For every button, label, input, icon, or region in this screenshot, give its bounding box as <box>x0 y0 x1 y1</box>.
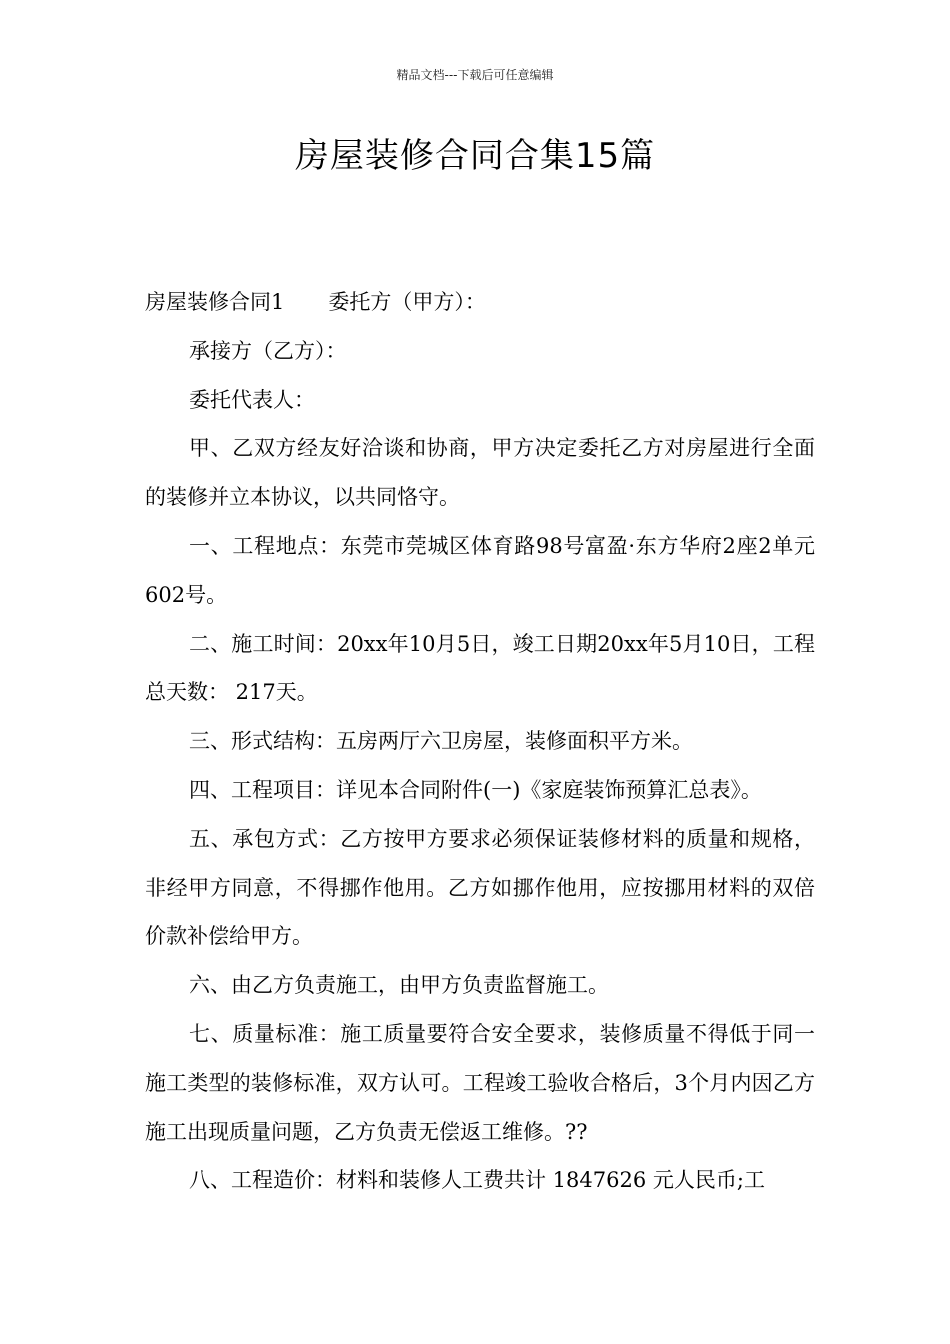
paragraph-contractor: 承接方（乙方）： <box>189 338 347 363</box>
paragraph-clause-6: 六、由乙方负责施工，由甲方负责监督施工。 <box>189 973 609 998</box>
paragraph-clause-7: 七、质量标准：施工质量要符合安全要求，装修质量不得低于同一施工类型的装修标准，双方认可。工程竣工验收合格后，3个月内因乙方施工出现质量问题，乙方负责无偿返工维修。?? <box>145 1021 815 1144</box>
paragraph-clause-5: 五、承包方式：乙方按甲方要求必须保证装修材料的质量和规格，非经甲方同意，不得挪作他用。乙方如挪作他用，应按挪用材料的双倍价款补偿给甲方。 <box>145 826 815 949</box>
paragraph-clause-4: 四、工程项目：详见本合同附件(一)《家庭装饰预算汇总表》。 <box>189 777 762 802</box>
paragraph-representative: 委托代表人： <box>189 387 315 412</box>
contract-heading: 房屋装修合同1 <box>145 290 285 314</box>
document-body <box>145 278 815 1205</box>
paragraph-clause-3: 三、形式结构：五房两厅六卫房屋，装修面积平方米。 <box>189 729 693 754</box>
paragraph-first-line <box>145 278 815 327</box>
paragraph-preamble: 甲、乙双方经友好洽谈和协商，甲方决定委托乙方对房屋进行全面的装修并立本协议，以共同恪守。 <box>145 436 815 510</box>
paragraph-clause-2: 二、施工时间：20xx年10月5日，竣工日期20xx年5月10日，工程总天数： 217天。 <box>145 631 815 705</box>
client-party-label: 委托方（甲方）： <box>328 290 486 314</box>
paragraph-clause-8: 八、工程造价：材料和装修人工费共计 1847626 元人民币;工 <box>189 1168 765 1193</box>
paragraph-clause-1: 一、工程地点：东莞市莞城区体育路98号富盈·东方华府2座2单元602号。 <box>145 533 815 607</box>
header-note: 精品文档---下载后可任意编辑 <box>396 68 554 82</box>
document-title: 房屋装修合同合集15篇 <box>294 136 656 176</box>
